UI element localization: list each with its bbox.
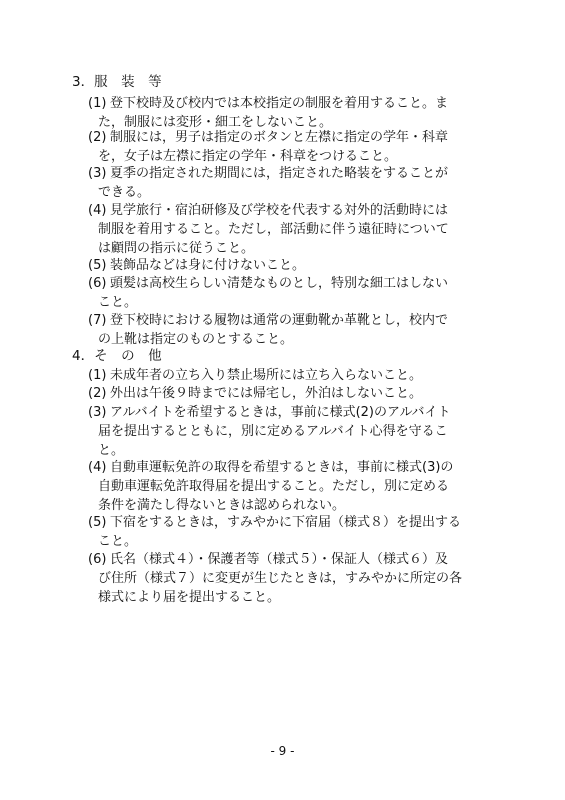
list-item	[88, 256, 500, 275]
list-item	[88, 201, 500, 258]
item-text-line: アルバイトを希望するときは，事前に様式(2)のアルバイト	[110, 405, 451, 420]
list-item	[88, 458, 500, 515]
item-number: (7)	[88, 313, 107, 328]
item-text-line: こと。	[98, 534, 138, 549]
item-number: (3)	[88, 405, 107, 420]
item-number: (2)	[88, 386, 107, 401]
item-number: (2)	[88, 130, 107, 145]
item-number: (1)	[88, 96, 107, 111]
item-number: (5)	[88, 515, 107, 530]
item-number: (3)	[88, 166, 107, 181]
item-number: (4)	[88, 203, 107, 218]
list-item	[88, 366, 500, 385]
item-text-line: 制服には，男子は指定のボタンと左襟に指定の学年・科章	[110, 130, 449, 145]
list-item	[88, 311, 500, 349]
item-text-line: 自動車運転免許の取得を希望するときは，事前に様式(3)の	[110, 460, 454, 475]
item-text-line: 下宿をするときは，すみやかに下宿届（様式８）を提出する	[110, 515, 462, 530]
page-number: - 9 -	[270, 744, 295, 758]
item-text-line: 頭髪は高校生らしい清楚なものとし，特別な細工はしない	[110, 276, 449, 291]
list-item	[88, 94, 500, 132]
item-text-line: 氏名（様式４）・保護者等（様式５）・保証人（様式６）及	[110, 552, 449, 567]
item-text-line: と。	[98, 443, 125, 458]
item-text-line: できる。	[98, 185, 151, 200]
item-number: (6)	[88, 276, 107, 291]
item-text-line: 装飾品などは身に付けないこと。	[110, 258, 306, 273]
list-item	[88, 128, 500, 166]
item-text-line: を，女子は左襟に指定の学年・科章をつけること。	[98, 149, 398, 164]
section-title-dress: 3．服 装 等	[72, 74, 162, 90]
item-number: (1)	[88, 368, 107, 383]
list-item	[88, 403, 500, 460]
list-item	[88, 164, 500, 202]
item-text-line: 登下校時における履物は通常の運動靴か革靴とし，校内で	[110, 313, 449, 328]
list-item	[88, 274, 500, 312]
item-text-line: こと。	[98, 295, 138, 310]
item-text-line: 制服を着用すること。ただし，部活動に伴う遠征時について	[98, 222, 449, 237]
item-number: (4)	[88, 460, 107, 475]
list-item	[88, 513, 500, 551]
item-text-line: た，制服には変形・細工をしないこと。	[98, 115, 333, 130]
item-text-line: 夏季の指定された期間には，指定された略装をすることが	[110, 166, 449, 181]
section-title-other: 4．そ の 他	[72, 348, 162, 364]
item-text-line: 外出は午後９時までには帰宅し，外泊はしないこと。	[110, 386, 423, 401]
item-text-line: 届を提出するとともに，別に定めるアルバイト心得を守るこ	[98, 424, 448, 439]
item-text-line: の上靴は指定のものとすること。	[98, 332, 294, 347]
item-text-line: 条件を満たし得ないときは認められない。	[98, 498, 346, 513]
item-text-line: び住所（様式７）に変更が生じたときは，すみやかに所定の各	[98, 571, 463, 586]
item-text-line: 登下校時及び校内では本校指定の制服を着用すること。ま	[110, 96, 449, 111]
item-text-line: 未成年者の立ち入り禁止場所には立ち入らないこと。	[110, 368, 423, 383]
item-number: (5)	[88, 258, 107, 273]
list-item	[88, 550, 500, 607]
list-item	[88, 384, 500, 403]
item-text-line: 見学旅行・宿泊研修及び学校を代表する対外的活動時には	[110, 203, 449, 218]
item-number: (6)	[88, 552, 107, 567]
item-text-line: は顧問の指示に従うこと。	[98, 241, 255, 256]
item-text-line: 様式により届を提出すること。	[98, 590, 281, 605]
item-text-line: 自動車運転免許取得届を提出すること。ただし，別に定める	[98, 479, 450, 494]
